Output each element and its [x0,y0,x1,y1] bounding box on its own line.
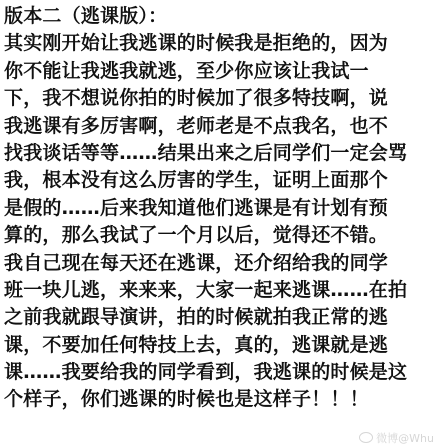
post-text-line: 找我谈话等等……结果出来之后同学们一定会骂 [4,141,408,164]
post-text-line: 算的，那么我试了一个月以后，觉得还不错。 [4,224,389,247]
post-text-line: 课，不要加任何特技上去，真的，逃课就是逃 [4,333,389,356]
post-text-line: 课……我要给我的同学看到，我逃课的时候是这 [4,361,408,384]
post-text-line: 你不能让我逃我就逃，至少你应该让我试一 [4,59,369,82]
post-text-line: 其实刚开始让我逃课的时候我是拒绝的，因为 [4,32,389,55]
post-text-line: 我，根本没有这么厉害的学生，证明上面那个 [4,169,389,192]
post-text-line: 我自己现在每天还在逃课，还介绍给我的同学 [4,251,389,274]
post-text [4,3,438,414]
post-text-line: 我逃课有多厉害啊，老师老是不点我名，也不 [4,114,389,137]
post-text-line: 班一块儿逃，来来来，大家一起来逃课……在拍 [4,278,408,301]
weibo-watermark [359,430,434,446]
watermark-text: 微博@Whu [376,432,434,445]
post-text-line: 是假的……后来我知道他们逃课是有计划有预 [4,196,389,219]
post-text-line: 个样子，你们逃课的时候也是这样子！！！ [4,388,369,411]
post-text-line: 下，我不想说你拍的时候加了很多特技啊，说 [4,87,389,110]
post-text-line: 之前我就跟导演讲，拍的时候就拍我正常的逃 [4,306,389,329]
weibo-logo-icon [359,432,373,443]
post-title: 版本二（逃课版）： [4,5,168,27]
